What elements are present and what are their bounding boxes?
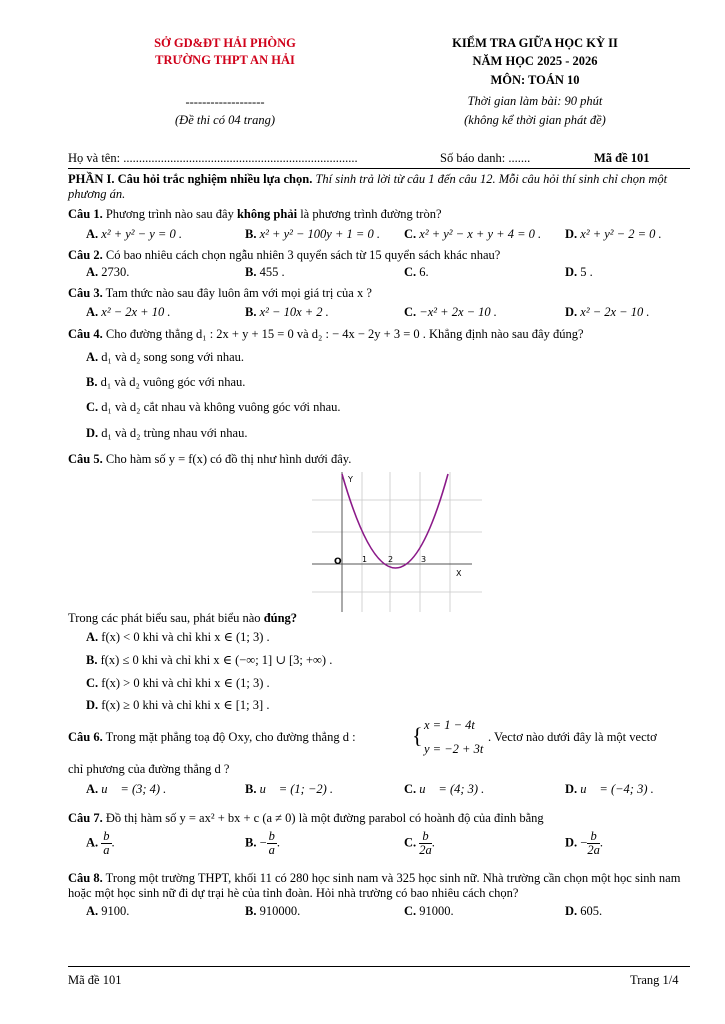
q4-option-c[interactable] [86, 400, 341, 415]
question-label: Câu 4. [68, 327, 103, 341]
option-letter: C. [404, 782, 417, 796]
question-text: . Vectơ nào dưới đây là một vectơ [488, 730, 657, 744]
question-text: Đồ thị hàm số y = ax² + bx + c (a ≠ 0) là một đường parabol có hoành độ của đỉnh bằng [102, 811, 544, 825]
option-letter: D. [565, 305, 578, 319]
option-text: f(x) ≤ 0 khi và chỉ khi x ∈ (−∞; 1] ∪ [3; +∞) . [100, 653, 333, 667]
option-text: f(x) < 0 khi và chỉ khi x ∈ (1; 3) . [101, 630, 270, 644]
option-letter: A. [86, 350, 99, 364]
q1-option-c[interactable] [404, 227, 541, 242]
fraction-numerator: b [419, 830, 432, 844]
option-text: 2730. [101, 265, 130, 279]
option-letter: B. [245, 835, 257, 850]
option-text: x² − 2x + 10 . [101, 305, 171, 319]
option-letter: B. [245, 305, 257, 319]
option-letter: A. [86, 265, 99, 279]
q5-option-d[interactable] [86, 697, 269, 713]
question-5-prompt [68, 611, 297, 626]
option-text: d₁ và d₂ cắt nhau và không vuông góc với nhau. [101, 400, 341, 414]
fraction [587, 830, 600, 857]
q1-option-b[interactable] [245, 227, 380, 242]
option-letter: D. [565, 782, 578, 796]
option-letter: C. [86, 400, 99, 414]
question-text: là phương trình đường tròn? [297, 207, 442, 221]
option-letter: D. [565, 265, 578, 279]
option-text: u⃗ = (−4; 3) . [580, 782, 654, 796]
option-letter: A. [86, 782, 99, 796]
option-letter: A. [86, 835, 99, 850]
option-letter: A. [86, 630, 99, 644]
option-letter: B. [245, 904, 257, 918]
option-letter: A. [86, 305, 99, 319]
q1-option-d[interactable] [565, 227, 662, 242]
origin-label: O [334, 557, 342, 567]
footer-exam-code: Mã đề 101 [68, 973, 122, 987]
option-letter: B. [86, 375, 98, 389]
question-4 [68, 327, 584, 342]
q6-option-d[interactable] [565, 782, 654, 797]
student-name-field: Họ và tên: ........................................................................... [68, 151, 358, 165]
option-text: −x² + 2x − 10 . [419, 305, 497, 319]
option-letter: A. [86, 904, 99, 918]
option-letter: B. [245, 265, 257, 279]
question-text: Có bao nhiêu cách chọn ngẫu nhiên 3 quyển sách từ 15 quyển sách khác nhau? [102, 248, 501, 262]
question-6 [68, 730, 356, 745]
q8-option-c[interactable] [404, 904, 454, 919]
page-count: (Đề thi có 04 trang) [175, 113, 275, 127]
q2-option-c[interactable] [404, 265, 429, 280]
x-axis-label: X [456, 569, 462, 578]
q3-option-c[interactable] [404, 305, 497, 320]
question-label: Câu 7. [68, 811, 103, 825]
option-text: 455 . [259, 265, 285, 279]
fraction-numerator: b [587, 830, 600, 844]
system-eq-2: y = −2 + 3t [424, 742, 484, 756]
school-name: TRƯỜNG THPT AN HẢI [155, 53, 295, 67]
question-text: Tam thức nào sau đây luôn âm với mọi giá trị của x ? [102, 286, 372, 300]
fraction-numerator: b [268, 829, 275, 843]
option-letter: C. [86, 676, 99, 690]
question-label: Câu 6. [68, 730, 103, 744]
q7-option-d[interactable]: D. − $\frac{b}{2a}$ . [565, 829, 603, 857]
option-text: x² − 10x + 2 . [259, 305, 329, 319]
option-text: x² + y² − 100y + 1 = 0 . [259, 227, 380, 241]
tick-label-2: 2 [388, 555, 394, 564]
question-text: Trong một trường THPT, khối 11 có 280 học sinh nam và 325 học sinh nữ. Nhà trường cần chọn một học sinh nam hoặc một học sinh nữ đi dự trại hè của tỉnh đoàn. Hỏi nhà trường có bao nhiêu cách chọn? [68, 871, 681, 900]
option-text: d₁ và d₂ vuông góc với nhau. [100, 375, 246, 389]
q7-option-a[interactable]: A. $\frac{b}{a}$ . [86, 829, 115, 857]
footer-divider [68, 966, 690, 967]
option-text: u⃗ = (3; 4) . [101, 782, 167, 796]
option-text: 9100. [101, 904, 130, 918]
exam-code: Mã đề 101 [594, 151, 650, 165]
question-text: Cho hàm số y = f(x) có đồ thị như hình dưới đây. [102, 452, 352, 466]
option-letter: D. [565, 835, 578, 850]
tick-label-3: 3 [421, 555, 427, 564]
option-letter: D. [86, 698, 99, 712]
school-year: NĂM HỌC 2025 - 2026 [472, 54, 598, 68]
option-text: f(x) ≥ 0 khi và chỉ khi x ∈ [1; 3] . [101, 698, 270, 712]
q5-option-b[interactable] [86, 652, 332, 668]
option-text: 910000. [259, 904, 301, 918]
q4-option-d[interactable] [86, 426, 248, 441]
option-letter: C. [404, 265, 417, 279]
q4-option-b[interactable] [86, 375, 245, 390]
graph-grid [312, 472, 482, 612]
subject: MÔN: TOÁN 10 [490, 73, 580, 87]
question-text: Phương trình nào sau đây [102, 207, 237, 221]
question-label: Câu 2. [68, 248, 103, 262]
question-6-line2: chỉ phương của đường thẳng d ? [68, 762, 230, 776]
q8-option-d[interactable] [565, 904, 602, 919]
option-text: 605. [580, 904, 603, 918]
option-letter: D. [565, 227, 578, 241]
option-text: x² + y² − y = 0 . [101, 227, 182, 241]
question-label: Câu 8. [68, 871, 103, 885]
option-letter: C. [404, 904, 417, 918]
question-text: Trong các phát biểu sau, phát biểu nào [68, 611, 264, 625]
system-brace: { [412, 723, 423, 748]
exam-title: KIỂM TRA GIỮA HỌC KỲ II [452, 36, 618, 50]
question-label: Câu 5. [68, 452, 103, 466]
y-axis-label: Y [348, 475, 353, 484]
fraction-denominator: a [103, 843, 110, 857]
option-text: u⃗ = (1; −2) . [259, 782, 334, 796]
option-letter: D. [86, 426, 99, 440]
fraction [267, 830, 277, 857]
exam-time-note: (không kể thời gian phát đề) [464, 113, 606, 127]
question-emphasis: không phải [236, 207, 298, 221]
option-text: u⃗ = (4; 3) . [419, 782, 485, 796]
question-5 [68, 452, 351, 467]
option-text: x² + y² − x + y + 4 = 0 . [419, 227, 542, 241]
divider [68, 168, 690, 169]
q2-option-d[interactable] [565, 265, 593, 280]
fraction-numerator: b [103, 829, 110, 843]
q1-option-a[interactable] [86, 227, 182, 242]
fraction-denominator: 2a [587, 843, 600, 857]
option-letter: B. [245, 227, 257, 241]
question-7 [68, 811, 544, 826]
function-graph [312, 472, 482, 612]
question-text: Trong mặt phẳng toạ độ Oxy, cho đường thẳng d : [102, 730, 356, 744]
option-text: d₁ và d₂ song song với nhau. [101, 350, 245, 364]
option-text: d₁ và d₂ trùng nhau với nhau. [101, 426, 248, 440]
q7-option-c[interactable]: C. $\frac{b}{2a}$ . [404, 829, 435, 857]
option-letter: C. [404, 835, 417, 850]
q6-option-b[interactable] [245, 782, 333, 797]
part1-heading [68, 172, 690, 202]
question-1 [68, 207, 442, 222]
q3-option-a[interactable] [86, 305, 171, 320]
parabola-curve [342, 474, 448, 568]
q2-option-a[interactable] [86, 265, 129, 280]
system-eq-1: x = 1 − 4t [424, 718, 475, 732]
q7-option-b[interactable]: B. − $\frac{b}{a}$ . [245, 829, 281, 857]
student-id-field: Số báo danh: ....... [440, 151, 531, 165]
option-text: f(x) > 0 khi và chỉ khi x ∈ (1; 3) . [101, 676, 270, 690]
q4-option-a[interactable] [86, 350, 244, 365]
question-label: Câu 1. [68, 207, 103, 221]
q2-option-b[interactable] [245, 265, 285, 280]
question-text: Cho đường thẳng d₁ : 2x + y + 15 = 0 và d₂ : − 4x − 2y + 3 = 0 . Khẳng định nào sau đây đúng? [102, 327, 584, 341]
footer-page-number: Trang 1/4 [630, 973, 679, 987]
option-text: 5 . [580, 265, 593, 279]
q8-option-a[interactable] [86, 904, 129, 919]
option-letter: D. [565, 904, 578, 918]
question-8 [68, 871, 690, 901]
header-dash: ------------------- [185, 95, 265, 109]
q3-option-b[interactable] [245, 305, 329, 320]
fraction [101, 830, 111, 857]
option-text: x² + y² − 2 = 0 . [580, 227, 662, 241]
question-3 [68, 286, 372, 301]
question-emphasis: đúng? [263, 611, 298, 625]
tick-label-1: 1 [362, 555, 368, 564]
q6-option-c[interactable] [404, 782, 484, 797]
option-text: 91000. [419, 904, 454, 918]
option-letter: A. [86, 227, 99, 241]
question-2 [68, 248, 500, 263]
option-letter: C. [404, 227, 417, 241]
q8-option-b[interactable] [245, 904, 300, 919]
exam-time: Thời gian làm bài: 90 phút [467, 94, 603, 108]
option-text: 6. [419, 265, 429, 279]
q3-option-d[interactable] [565, 305, 650, 320]
q6-option-a[interactable] [86, 782, 166, 797]
option-letter: B. [245, 782, 257, 796]
fraction-denominator: 2a [419, 843, 432, 857]
option-letter: C. [404, 305, 417, 319]
part1-instruction: Thí sinh trả lời từ câu 1 đến câu 12. Mỗi câu hỏi thí sinh chỉ chọn một phương án. [68, 172, 668, 201]
fraction [419, 830, 432, 857]
fraction-denominator: a [268, 843, 275, 857]
option-text: x² − 2x − 10 . [580, 305, 650, 319]
option-letter: B. [86, 653, 98, 667]
school-department: SỞ GD&ĐT HẢI PHÒNG [154, 36, 296, 50]
question-label: Câu 3. [68, 286, 103, 300]
q5-option-c[interactable] [86, 675, 270, 691]
part1-title: PHẦN I. Câu hỏi trắc nghiệm nhiều lựa chọn. [68, 172, 313, 186]
q5-option-a[interactable] [86, 629, 270, 645]
